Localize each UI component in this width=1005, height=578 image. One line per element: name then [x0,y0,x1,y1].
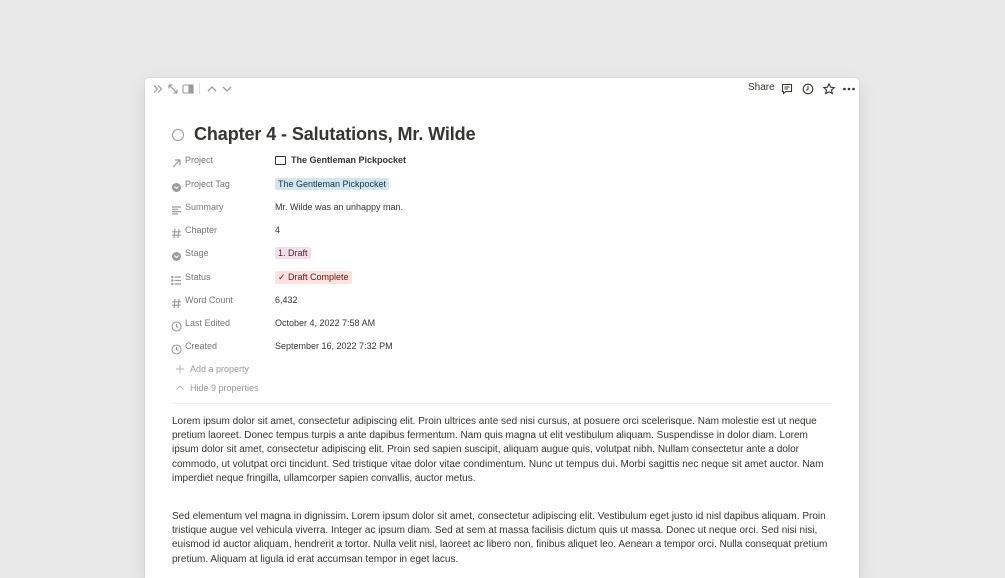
comment-icon[interactable] [780,82,794,96]
more-options-icon[interactable] [842,82,856,96]
project-link[interactable] [275,155,406,165]
toolbar-separator [199,83,200,94]
project-tag-badge: The Gentleman Pickpocket [275,178,389,190]
property-summary[interactable] [171,201,831,217]
chevron-down-icon[interactable] [220,82,234,96]
plus-icon [175,364,185,374]
created-value: September 16, 2022 7:32 PM [275,341,393,351]
list-icon [171,273,182,284]
property-label: Status [185,272,211,282]
property-status[interactable] [171,271,831,287]
property-label: Chapter [185,225,218,235]
top-bar [145,78,859,98]
property-project[interactable] [171,154,831,170]
arrow-up-right-icon [171,156,182,167]
page-window [145,78,859,578]
history-clock-icon[interactable] [801,82,815,96]
property-stage[interactable] [171,247,831,263]
page-title-row [172,124,475,145]
number-icon [171,226,182,237]
add-property-button[interactable] [175,364,249,374]
property-label: Created [185,341,218,351]
chevron-up-icon[interactable] [205,82,219,96]
property-label: Stage [185,248,209,258]
select-icon [171,180,182,191]
status-badge: ✓ Draft Complete [275,271,352,284]
project-link-text: The Gentleman Pickpocket [291,155,407,165]
hide-properties-label: Hide 9 properties [190,383,259,393]
clock-icon [171,319,182,330]
summary-value: Mr. Wilde was an unhappy man. [275,202,404,212]
property-last-edited[interactable] [171,317,831,333]
clock-icon [171,342,182,353]
property-label: Project [185,155,214,165]
chapter-value: 4 [275,225,281,235]
property-chapter[interactable] [171,224,831,240]
add-property-label: Add a property [190,364,250,374]
property-label: Summary [185,202,224,212]
word-count-value: 6,432 [275,295,298,305]
text-lines-icon [171,203,182,214]
side-peek-icon[interactable] [181,82,195,96]
stage-badge: 1. Draft [275,247,311,259]
share-button[interactable]: Share [748,82,775,93]
page-icon [275,156,286,165]
properties-divider [172,403,832,404]
expand-icon[interactable] [166,82,180,96]
star-icon[interactable] [822,82,836,96]
property-project-tag[interactable] [171,178,831,194]
page-title[interactable]: Chapter 4 - Salutations, Mr. Wilde [194,124,476,144]
property-created[interactable] [171,340,831,356]
number-icon [171,296,182,307]
double-chevron-right-icon[interactable] [151,82,165,96]
hide-properties-button[interactable] [175,383,259,393]
chevron-up-icon [175,383,185,393]
property-label: Last Edited [185,318,231,328]
property-label: Project Tag [185,179,230,189]
property-label: Word Count [185,295,233,305]
body-paragraph-1[interactable]: Lorem ipsum dolor sit amet, consectetur adipiscing elit. Proin ultrices ante sed nisi cursus, at posuere orci scelerisque. Nam molestie est ut neque pretium laoreet. Donec tempus turpis a ante dapibus fermentum. Nam quis magna ut elit vestibulum aliquam. Suspendisse in dolor diam. Lorem ipsum dolor sit amet, consectetur adipiscing elit. Proin sed sapien suscipit, aliquam augue quis, volutpat nibh. Nullam consectetur ante a dolor commodo, ut volutpat orci tincidunt. Sed tristique vitae dolor vitae condimentum. Nunc ut tempus dui. Morbi sagittis nec neque sit amet auctor. Nam imperdiet neque fringilla, ullamcorper sapien convallis, auctor metus. [172,416,824,484]
last-edited-value: October 4, 2022 7:58 AM [275,318,376,328]
body-paragraph-2[interactable]: Sed elementum vel magna in dignissim. Lorem ipsum dolor sit amet, consectetur adipiscing elit. Vestibulum eget justo id nisl dapibus aliquam. Proin tristique augue vel vehicula viverra. Integer ac ipsum diam. Sed at sem at massa facilisis dictum quis ut massa. Donec ut neque orci. Sed nisi nisi, euismod id auctor aliquam, hendrerit a tortor. Nulla velit nisl, laoreet ac libero non, finibus aliquet leo. Aenean a tempor orci. Nulla consequat pretium pretium. Aliquam at ligula id erat accumsan tempor in eget lacus. [172,511,828,565]
status-circle-icon[interactable] [172,129,184,141]
property-word-count[interactable] [171,294,831,310]
select-icon [171,249,182,260]
